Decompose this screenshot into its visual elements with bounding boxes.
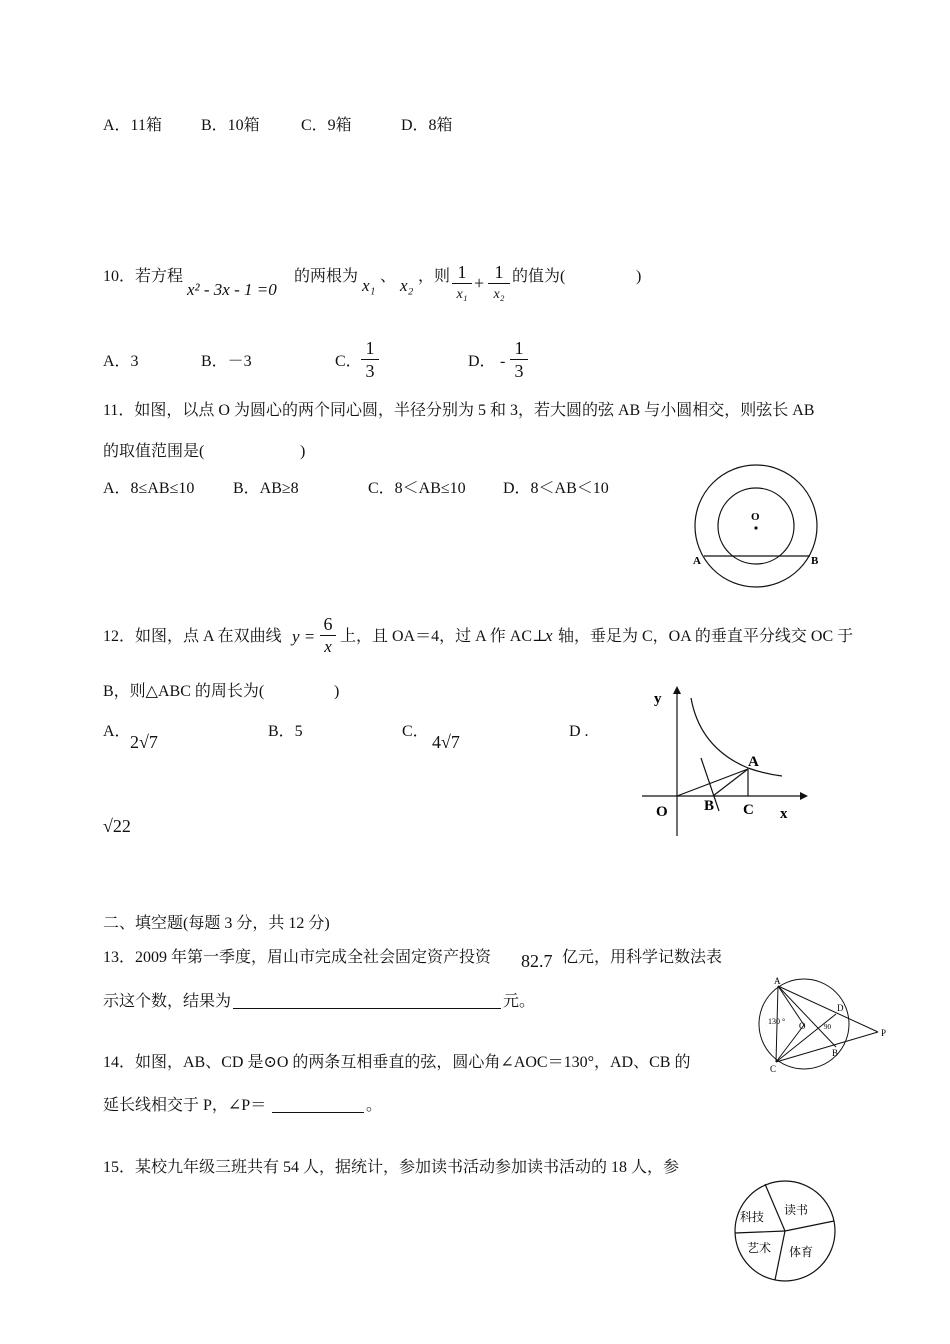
q12-option-d: D . <box>569 723 589 740</box>
q10-option-d-den: 3 <box>514 361 524 381</box>
q12-line2: B，则△ABC 的周长为( <box>103 683 265 700</box>
q10-mid: 的两根为 <box>294 268 359 285</box>
q12-x-var: x <box>545 626 553 645</box>
q14-angle-90: 90 <box>824 1023 831 1031</box>
q12-label-c: C <box>743 802 754 818</box>
q10-option-d-sign: - <box>500 353 506 370</box>
q12-y-arrow <box>673 686 681 694</box>
q11-large-circle <box>695 465 817 587</box>
q9-option-c: C．9箱 <box>301 117 352 134</box>
q14-label-c: C <box>770 1064 777 1074</box>
q14-label-d: D <box>837 1003 844 1013</box>
q13-line1a: 13．2009 年第一季度，眉山市完成全社会固定资产投资 <box>103 949 492 966</box>
q10-option-d-bar <box>510 359 528 360</box>
q12-label-y: y <box>654 691 662 707</box>
q12-label-b: B <box>704 798 715 814</box>
q10-sep: 、 <box>380 268 397 285</box>
q13-line2a: 示这个数，结果为 <box>103 993 232 1010</box>
q12-hyperbola-curve <box>691 698 782 776</box>
q10-option-c-bar <box>361 359 379 360</box>
q12-segment-ab <box>713 769 748 796</box>
q10-option-d: D． <box>468 353 496 370</box>
q13-line1b: 亿元，用科学记数法表 <box>562 949 723 966</box>
q13-answer-blank[interactable] <box>233 992 501 1015</box>
q12-x-arrow <box>800 792 808 800</box>
q13-line2b: 元。 <box>503 993 536 1010</box>
q11-label-b: B <box>811 555 819 567</box>
q14-line1: 14．如图，AB、CD 是⊙O 的两条互相垂直的弦，圆心角∠AOC＝130°，AD、CB 的 <box>103 1054 691 1071</box>
q11-option-b: B．AB≥8 <box>233 480 299 497</box>
q14-line-cp <box>776 1032 878 1062</box>
q15-pie-label-yishu: 艺术 <box>747 1241 772 1255</box>
q10-prefix: 10．若方程 <box>103 268 184 285</box>
q15-pie-chart <box>730 1178 842 1284</box>
q12-close: ) <box>334 683 340 700</box>
q10-frac1-den: x₁ <box>456 287 468 302</box>
q10-then: ，则 <box>418 268 451 285</box>
q10-frac2-bar <box>488 283 510 284</box>
q14-label-b: B <box>832 1048 839 1058</box>
q10-x1: x₁ <box>362 276 376 295</box>
q10-option-b: B．－3 <box>201 353 252 370</box>
q10-option-c-fraction <box>361 338 379 381</box>
q10-option-c: C． <box>335 353 362 370</box>
q10-option-c-den: 3 <box>365 361 375 381</box>
q10-fraction-1 <box>452 262 472 305</box>
q12-label-x: x <box>780 806 788 822</box>
q15-pie-label-dushu: 读书 <box>784 1203 809 1217</box>
q11-option-a: A．8≤AB≤10 <box>103 480 195 497</box>
q9-option-b: B．10箱 <box>201 117 260 134</box>
q12-option-c: C． <box>402 723 429 740</box>
q12-label-o: O <box>656 804 668 820</box>
q12-prefix: 12．如图，点 A 在双曲线 <box>103 628 282 645</box>
q12-option-b: B．5 <box>268 723 303 740</box>
q11-close: ) <box>300 443 306 460</box>
q11-concentric-circles-figure <box>688 462 828 590</box>
q11-label-o: O <box>751 511 760 523</box>
q10-option-c-num: 1 <box>365 338 375 358</box>
q14-chord-ab <box>778 986 836 1047</box>
q15-pie-label-keji: 科技 <box>740 1210 765 1224</box>
q13-value: 82.7 <box>521 951 553 971</box>
q12-option-d-value: √22 <box>103 816 131 836</box>
q12-y-eq: y = <box>292 627 316 646</box>
q10-close: ) <box>636 268 642 285</box>
q9-option-a: A．11箱 <box>103 117 162 134</box>
q10-frac2-den: x₂ <box>493 287 505 302</box>
q11-label-a: A <box>693 555 701 567</box>
q14-circle-figure <box>750 974 896 1078</box>
q10-fraction-2 <box>488 262 510 305</box>
q12-option-a: A． <box>103 723 131 740</box>
q11-center-point <box>754 526 757 529</box>
q12-option-c-value: 4√7 <box>432 732 460 752</box>
q14-line2a: 延长线相交于 P，∠P＝ <box>103 1097 267 1114</box>
q14-label-o: O <box>799 1021 806 1031</box>
q10-frac2-num: 1 <box>494 262 504 282</box>
q12-fraction <box>320 614 336 657</box>
q9-option-d: D．8箱 <box>401 117 453 134</box>
q15-line1: 15．某校九年级三班共有 54 人，据统计，参加读书活动参加读书活动的 18 人，参 <box>103 1159 680 1176</box>
q12-rest: 上，且 OA＝4，过 A 作 AC⊥ <box>340 628 548 645</box>
section-title-fill-blank: 二、填空题(每题 3 分，共 12 分) <box>103 915 330 932</box>
q12-frac-num: 6 <box>323 614 333 634</box>
q14-angle-130: 130 ° <box>768 1017 786 1026</box>
q11-option-c: C．8＜AB≤10 <box>368 480 466 497</box>
q10-option-a: A．3 <box>103 353 139 370</box>
q10-frac1-bar <box>452 283 472 284</box>
q10-suffix: 的值为( <box>512 268 566 285</box>
q14-line2b: 。 <box>366 1097 383 1114</box>
q15-pie-label-tiyu: 体育 <box>789 1245 814 1259</box>
q10-plus: + <box>474 273 485 293</box>
q12-hyperbola-figure <box>640 680 820 840</box>
q12-label-a: A <box>748 754 759 770</box>
q11-option-d: D．8＜AB＜10 <box>503 480 609 497</box>
q10-option-d-fraction <box>510 338 528 381</box>
q10-x2: x₂ <box>400 276 414 295</box>
q14-answer-blank[interactable] <box>272 1096 364 1119</box>
q10-equation: x² - 3x - 1 =0 <box>187 280 277 299</box>
q11-line2: 的取值范围是( <box>103 443 205 460</box>
q12-rest2: 轴，垂足为 C，OA 的垂直平分线交 OC 于 <box>558 628 854 645</box>
q11-line1: 11．如图，以点 O 为圆心的两个同心圆，半径分别为 5 和 3，若大圆的弦 AB 与小圆相交，则弦长 AB <box>103 402 815 419</box>
q12-frac-bar <box>320 635 336 636</box>
q14-label-p: P <box>881 1028 887 1038</box>
q10-frac1-num: 1 <box>457 262 467 282</box>
q14-label-a: A <box>774 976 781 986</box>
q10-option-d-num: 1 <box>514 338 524 358</box>
q11-small-circle <box>718 488 794 564</box>
q12-frac-den: x <box>324 637 332 656</box>
q12-option-a-value: 2√7 <box>130 732 158 752</box>
